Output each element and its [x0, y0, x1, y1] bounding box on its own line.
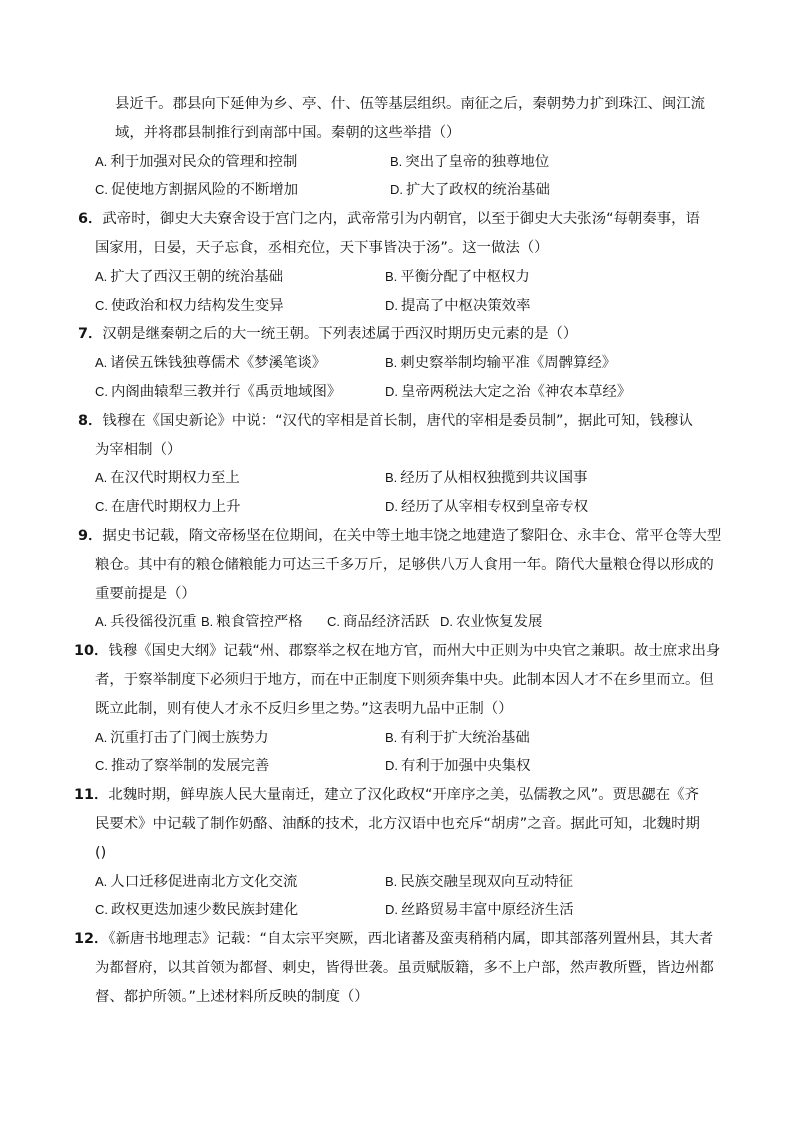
option-row [0, 752, 793, 781]
option-a [95, 148, 297, 177]
question-10 [0, 637, 793, 781]
option-text: 经历了从宰相专权到皇帝专权 [401, 499, 589, 516]
option-row [0, 292, 793, 321]
option-c [95, 176, 298, 205]
option-letter: B. [385, 268, 398, 284]
option-letter: A. [95, 153, 108, 169]
question-text-line: 为都督府，以其首领为都督、刺史，皆得世袭。虽贡赋版籍，多不上户部，然声教所暨，皆边州都 [95, 959, 714, 976]
question-11 [0, 781, 793, 925]
option-letter: D. [385, 499, 398, 515]
question-number: 7． [78, 326, 103, 343]
option-letter: D. [440, 614, 453, 630]
option-row [0, 148, 793, 177]
option-c [95, 493, 241, 522]
option-c [95, 752, 269, 781]
option-row [0, 608, 793, 637]
option-text: 扩大了政权的统治基础 [406, 182, 550, 199]
option-a [95, 608, 197, 637]
option-letter: A. [95, 355, 108, 371]
option-letter: D. [385, 383, 398, 399]
option-text: 皇帝两税法大定之治《神农本草经》 [401, 383, 632, 400]
option-letter: C. [95, 182, 108, 198]
option-a [95, 868, 297, 897]
option-letter: B. [385, 729, 398, 745]
question-text-line: 县近千。郡县向下延伸为乡、亭、什、伍等基层组织。南征之后，秦朝势力扩到珠江、闽江流 [115, 96, 706, 112]
question-6 [0, 205, 793, 320]
option-text: 推动了察举制的发展完善 [111, 758, 270, 775]
option-row [0, 896, 793, 925]
option-letter: B. [385, 470, 398, 486]
question-number: 8． [78, 412, 103, 429]
option-b [390, 148, 549, 177]
option-letter: B. [390, 153, 403, 169]
option-text: 商品经济活跃 [343, 614, 430, 631]
option-text: 有利于扩大统治基础 [400, 729, 530, 746]
option-c [95, 378, 341, 407]
question-text-line: 钱穆《国史大纲》记载“州、郡察举之权在地方官，而州大中正则为中央官之兼职。故士庶求出身 [108, 643, 721, 660]
option-text: 粮食管控严格 [216, 614, 303, 631]
option-a [95, 349, 326, 378]
question-first-line [0, 320, 793, 349]
option-letter: A. [95, 729, 108, 745]
option-letter: C. [95, 297, 108, 313]
option-text: 提高了中枢决策效率 [401, 297, 531, 314]
question-number: 6． [78, 211, 103, 228]
question-5 [0, 90, 793, 205]
option-b [385, 868, 573, 897]
question-text-line: 者，于察举制度下必须归于地方，而在中正制度下则须奔集中央。此制本因人才不在乡里而立。但 [95, 671, 714, 688]
option-row [0, 378, 793, 407]
option-row [0, 724, 793, 753]
option-d [390, 176, 550, 205]
question-text-line: 武帝时，御史大夫寮舍设于宫门之内，武帝常引为内朝官，以至于御史大夫张汤“每朝奏事，语 [102, 211, 700, 228]
option-letter: C. [327, 614, 340, 630]
option-b [385, 724, 530, 753]
option-text: 平衡分配了中枢权力 [400, 268, 530, 285]
option-letter: C. [95, 902, 108, 918]
option-text: 人口迁移促进南北方文化交流 [110, 873, 298, 890]
option-text: 刺史察举制均输平准《周髀算经》 [400, 355, 617, 372]
option-d [440, 608, 542, 637]
option-text: 经历了从相权独揽到共议国事 [400, 470, 588, 487]
option-text: 沉重打击了门阀士族势力 [110, 729, 269, 746]
question-first-line [0, 637, 793, 666]
question-text-line: 为宰相制（） [95, 441, 182, 458]
option-row [0, 493, 793, 522]
option-letter: C. [95, 499, 108, 515]
option-text: 兵役徭役沉重 [110, 614, 197, 631]
question-number: 12． [74, 931, 109, 948]
option-letter: A. [95, 268, 108, 284]
question-text-line: 重要前提是（） [95, 585, 196, 602]
question-first-line [0, 205, 793, 234]
option-b [385, 349, 616, 378]
option-letter: D. [385, 297, 398, 313]
option-text: 在唐代时期权力上升 [111, 499, 241, 516]
option-letter: B. [385, 873, 398, 889]
question-text-line: 据史书记载，隋文帝杨坚在位期间，在关中等土地丰饶之地建造了黎阳仓、永丰仓、常平仓等大型 [102, 527, 722, 544]
option-letter: D. [385, 758, 398, 774]
question-first-line [0, 781, 793, 810]
option-text: 诸侯五铢钱独尊儒术《梦溪笔谈》 [110, 355, 327, 372]
option-text: 有利于加强中央集权 [401, 758, 531, 775]
question-text-line: 域，并将郡县制推行到南部中国。秦朝的这些举措（） [115, 124, 461, 141]
option-text: 利于加强对民众的管理和控制 [110, 153, 298, 170]
question-list [0, 90, 793, 1012]
question-text-line: () [95, 844, 107, 861]
option-d [385, 896, 574, 925]
option-b [385, 464, 587, 493]
question-text-line: 北魏时期，鲜卑族人民大量南迁，建立了汉化政权“开庠序之美，弘儒教之风”。贾思勰在《齐 [108, 787, 699, 804]
option-letter: C. [95, 383, 108, 399]
question-12 [0, 925, 793, 1011]
question-8 [0, 407, 793, 522]
option-row [0, 263, 793, 292]
option-c [327, 608, 429, 637]
option-row [0, 176, 793, 205]
question-first-line [0, 522, 793, 551]
question-text-line: 督、都护所领。”上述材料所反映的制度（） [95, 988, 369, 1005]
question-number: 10． [74, 643, 109, 660]
question-number: 11． [74, 787, 109, 804]
option-a [95, 724, 269, 753]
option-text: 丝路贸易丰富中原经济生活 [401, 902, 574, 919]
question-7 [0, 320, 793, 406]
option-letter: A. [95, 873, 108, 889]
option-row [0, 868, 793, 897]
option-letter: D. [385, 902, 398, 918]
option-text: 突出了皇帝的独尊地位 [405, 153, 550, 170]
question-number: 9． [78, 527, 103, 544]
option-d [385, 292, 531, 321]
option-a [95, 464, 240, 493]
option-d [385, 493, 588, 522]
question-first-line [0, 925, 793, 954]
option-d [385, 378, 631, 407]
question-text-line: 汉朝是继秦朝之后的大一统王朝。下列表述属于西汉时期历史元素的是（） [102, 326, 578, 343]
option-b [201, 608, 303, 637]
option-row [0, 349, 793, 378]
option-letter: B. [201, 614, 214, 630]
option-c [95, 292, 284, 321]
question-text-line: 既立此制，则有使人才永不反归乡里之势。”这表明九品中正制（） [95, 700, 513, 717]
question-first-line [0, 407, 793, 436]
option-letter: A. [95, 614, 108, 630]
question-text-line: 钱穆在《国史新论》中说：“汉代的宰相是首长制，唐代的宰相是委员制”，据此可知，钱穆认 [102, 412, 693, 429]
option-text: 扩大了西汉王朝的统治基础 [110, 268, 283, 285]
question-text-line: 《新唐书地理志》记载：“自太宗平突厥，西北诸蕃及蛮夷稍稍内属，即其部落列置州县，其大者 [108, 931, 714, 948]
option-text: 促使地方割据风险的不断增加 [111, 182, 299, 199]
question-text-line: 国家用，日晏，天子忘食，丞相充位，天下事皆决于汤”。这一做法（） [95, 239, 549, 256]
question-text-line: 粮仓。其中有的粮仓储粮能力可达三千多万斤，足够供八万人食用一年。隋代大量粮仓得以形成的 [95, 556, 714, 573]
option-text: 内阁曲辕犁三教并行《禹贡地域图》 [111, 383, 342, 400]
question-9 [0, 522, 793, 637]
question-text-line: 民要术》中记载了制作奶酪、油酥的技术，北方汉语中也充斥“胡虏”之音。据此可知，北魏时期 [95, 815, 700, 832]
option-a [95, 263, 283, 292]
option-b [385, 263, 530, 292]
option-d [385, 752, 531, 781]
option-c [95, 896, 298, 925]
option-row [0, 464, 793, 493]
option-text: 政权更迭加速少数民族封建化 [111, 902, 299, 919]
option-text: 民族交融呈现双向互动特征 [400, 873, 573, 890]
option-text: 农业恢复发展 [456, 614, 543, 631]
option-letter: A. [95, 470, 108, 486]
option-text: 使政治和权力结构发生变异 [111, 297, 284, 314]
option-letter: D. [390, 182, 403, 198]
option-letter: B. [385, 355, 398, 371]
option-text: 在汉代时期权力至上 [110, 470, 240, 487]
option-letter: C. [95, 758, 108, 774]
